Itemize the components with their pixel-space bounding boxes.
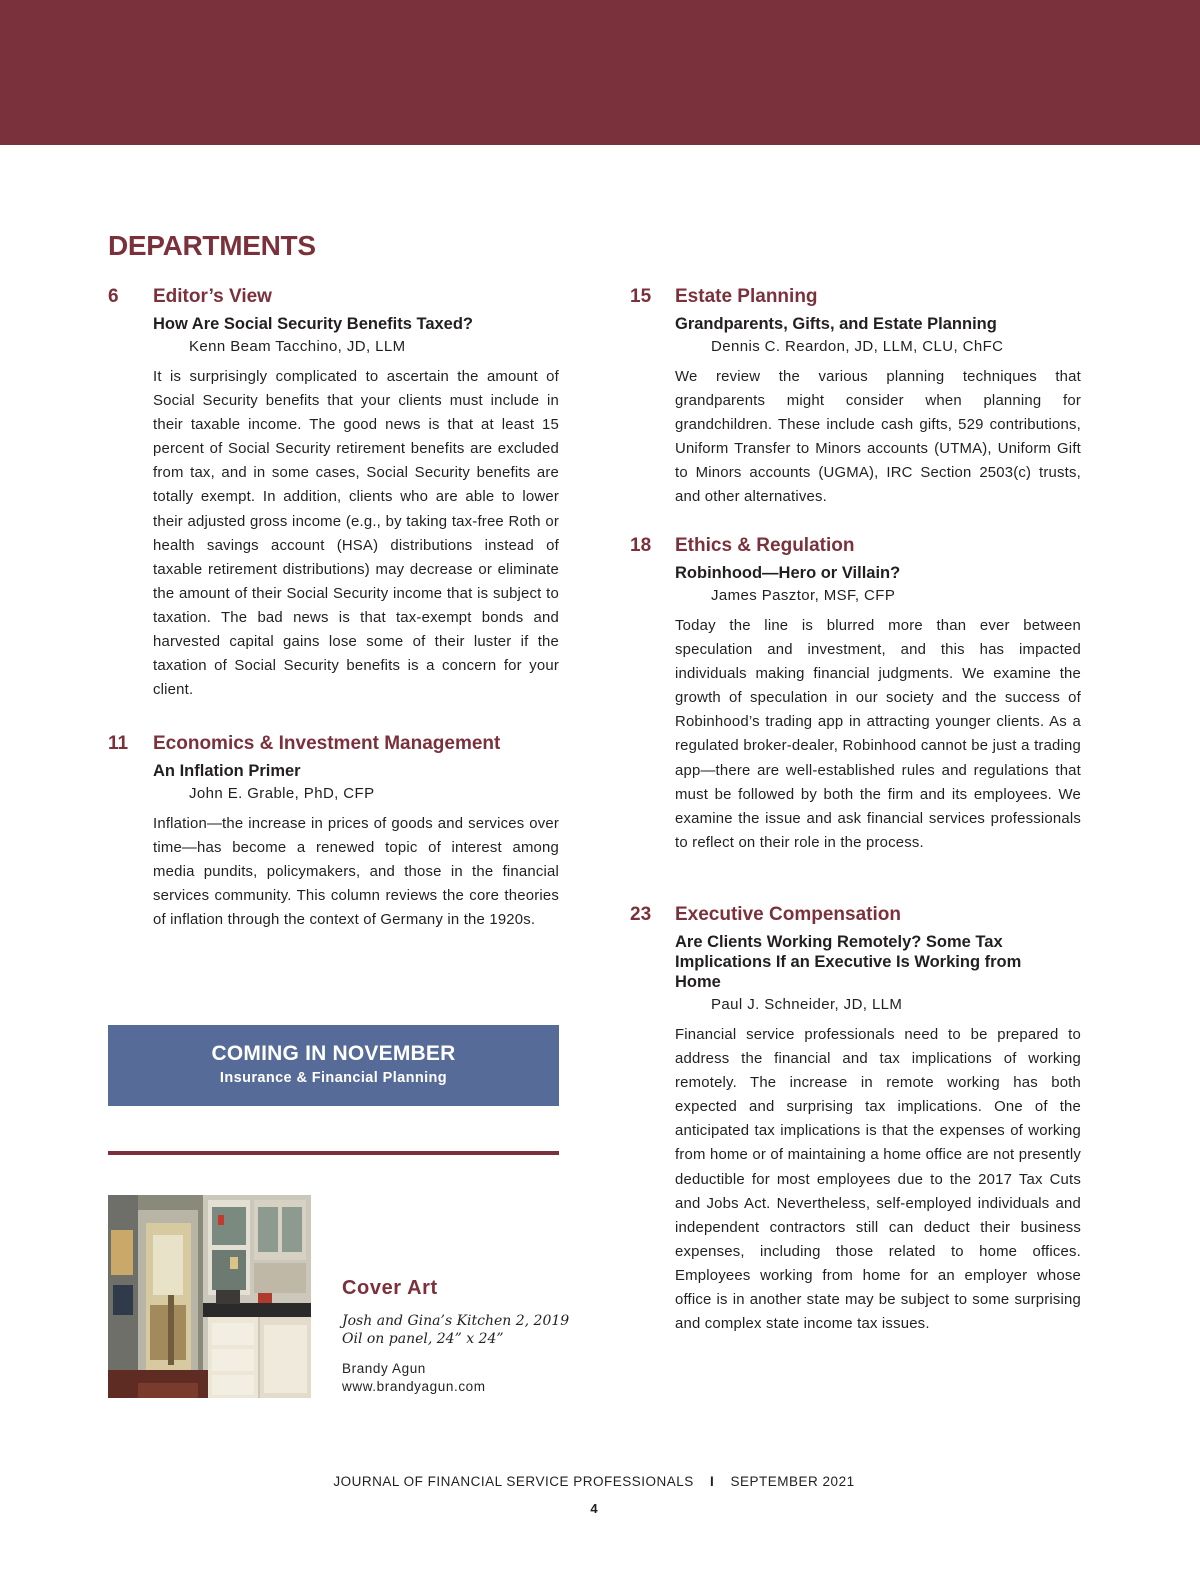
article-author: John E. Grable, PhD, CFP: [189, 785, 375, 802]
cover-art-artist: Brandy Agun: [342, 1361, 426, 1376]
page-number: 18: [630, 535, 652, 556]
article-headline: Grandparents, Gifts, and Estate Planning: [675, 315, 997, 333]
article-author: Dennis C. Reardon, JD, LLM, CLU, ChFC: [711, 338, 1004, 355]
article-headline: Robinhood—Hero or Villain?: [675, 564, 901, 582]
coming-soon-title: COMING IN NOVEMBER: [211, 1042, 456, 1065]
article-headline: An Inflation Primer: [153, 762, 301, 780]
page-number: 6: [108, 286, 119, 307]
article-summary: Inflation—the increase in prices of goods and services over time—has become a renewed topic of interest among media pundits, policymakers, and those in the financial services community. This column reviews the core theories of inflation through the context of Germany in the 1920s.: [153, 816, 559, 929]
page-number: 15: [630, 286, 652, 307]
cover-art-medium: Oil on panel, 24” x 24”: [342, 1331, 504, 1347]
department-title: Editor’s View: [153, 286, 272, 307]
article-summary: We review the various planning techniques that grandparents might consider when planning for grandchildren. These include cash gifts, 529 contributions, Uniform Transfer to Minors accounts (UTMA), Uniform Gift to Minors accounts (UGMA), IRC Section 2503(c) trusts, and other alternatives.: [675, 369, 1081, 506]
section-title: DEPARTMENTS: [108, 230, 316, 261]
article-headline: Are Clients Working Remotely? Some Tax Implications If an Executive Is Working from Home: [675, 933, 1022, 991]
department-title: Ethics & Regulation: [675, 535, 855, 556]
cover-art-website: www.brandyagun.com: [342, 1379, 486, 1394]
article-summary: Today the line is blurred more than ever between speculation and investment, and this has impacted individuals making financial judgments. We examine the growth of speculation in our society and the success of Robinhood’s trading app in attracting younger clients. As a regulated broker-dealer, Robinhood cannot be just a trading app—there are well-established rules and regulations that must be followed by both the firm and its employees. We examine the issue and ask financial services professionals to reflect on their role in the process.: [675, 618, 1081, 851]
article-summary: It is surprisingly complicated to ascertain the amount of Social Security benefits that your clients must include in their taxable income. The good news is that at least 15 percent of Social Security retirement benefits are excluded from tax, and in some cases, Social Security benefits are totally exempt. In addition, clients who are able to lower their adjusted gross income (e.g., by taking tax-free Roth or health savings account (HSA) distributions instead of taxable retirement distributions) may decrease or eliminate the amount of their Social Security income that is subject to taxation. The bad news is that tax-exempt bonds and harvested capital gains lose some of their luster if the taxation of Social Security benefits is a concern for your client.: [153, 369, 559, 699]
header-band: [0, 0, 1200, 145]
issue-date: SEPTEMBER 2021: [730, 1474, 855, 1489]
cover-art-credit: [342, 1360, 486, 1396]
article-summary: Financial service professionals need to be prepared to address the financial and tax implications of working remotely. The increase in remote working has both expected and surprising tax implications. One of the anticipated tax implications is that the expenses of working from home or of maintaining a home office are not presently deductible for most employees due to the 2017 Tax Cuts and Jobs Act. Nevertheless, self-employed individuals and independent contractors still can deduct their business expenses, including those related to home offices. Employees working from home for an employer whose office is in another state may be subject to some surprising and complex state income tax issues.: [675, 1027, 1081, 1333]
article-headline: How Are Social Security Benefits Taxed?: [153, 315, 474, 333]
cover-art-caption: [342, 1312, 569, 1348]
page-number-footer: 4: [590, 1501, 598, 1516]
page-footer: [0, 1474, 1188, 1489]
article-author: Paul J. Schneider, JD, LLM: [711, 996, 903, 1013]
coming-soon-subtitle: Insurance & Financial Planning: [219, 1070, 448, 1086]
divider-rule: [108, 1151, 559, 1155]
cover-art-label: Cover Art: [342, 1277, 438, 1299]
page-number: 11: [108, 733, 129, 754]
footer-separator: I: [710, 1474, 715, 1489]
department-title: Estate Planning: [675, 286, 818, 307]
department-title: Economics & Investment Management: [153, 733, 501, 754]
journal-name: JOURNAL OF FINANCIAL SERVICE PROFESSIONALS: [333, 1474, 694, 1489]
coming-soon-banner: [108, 1025, 559, 1106]
cover-art-image: [108, 1195, 311, 1398]
department-title: Executive Compensation: [675, 904, 901, 925]
page-number: 23: [630, 904, 652, 925]
article-author: Kenn Beam Tacchino, JD, LLM: [189, 338, 406, 355]
cover-art-work-title: Josh and Gina’s Kitchen 2, 2019: [342, 1313, 570, 1329]
article-author: James Pasztor, MSF, CFP: [711, 587, 896, 604]
